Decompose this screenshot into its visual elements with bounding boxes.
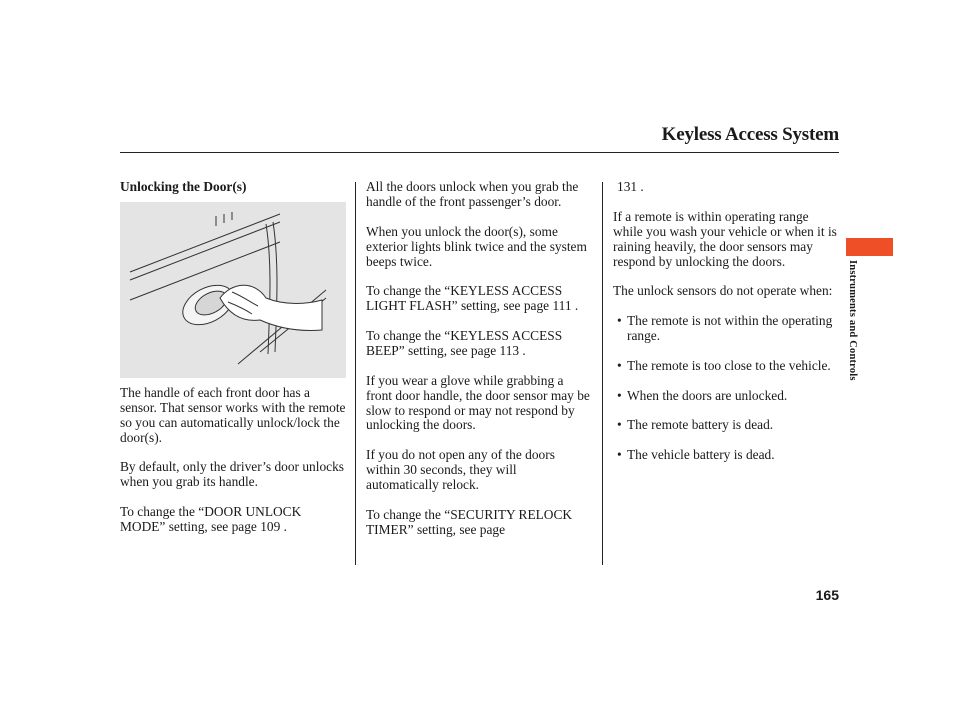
door-handle-illustration [120, 202, 346, 378]
list-item: • When the doors are unlocked. [613, 389, 839, 404]
bullet-list [613, 314, 839, 463]
paragraph: The handle of each front door has a sensor. That sensor works with the remote so you can automatically unlock/lock the door(s). [120, 384, 346, 445]
list-item: • The remote is not within the operating range. [613, 314, 839, 344]
page-reference: 131 . [617, 179, 644, 194]
list-item: • The vehicle battery is dead. [613, 448, 839, 463]
paragraph: By default, only the driver’s door unlocks when you grab its handle. [120, 459, 345, 490]
paragraph: When you unlock the door(s), some exterior lights blink twice and the system beeps twice. [366, 223, 587, 269]
paragraph: To change the “SECURITY RELOCK TIMER” setting, see page [366, 506, 573, 537]
page-title: Keyless Access System [661, 124, 839, 145]
paragraph: To change the “KEYLESS ACCESS LIGHT FLASH” setting, see page 111 . [366, 283, 579, 314]
paragraph: If you do not open any of the doors within 30 seconds, they will automatically relock. [366, 447, 555, 493]
list-item: • The remote is too close to the vehicle. [613, 359, 839, 374]
paragraph: The unlock sensors do not operate when: [613, 283, 833, 299]
page-number: 165 [815, 587, 839, 603]
list-item: • The remote battery is dead. [613, 418, 839, 433]
paragraph: To change the “KEYLESS ACCESS BEEP” setting, see page 113 . [366, 328, 563, 358]
column-3 [613, 180, 839, 478]
section-side-label: Instruments and Controls [847, 260, 858, 381]
column-divider [602, 182, 603, 565]
paragraph: If you wear a glove while grabbing a front door handle, the door sensor may be slow to respond or may not respond by unlocking the doors. [366, 372, 590, 433]
paragraph: To change the “DOOR UNLOCK MODE” setting, see page 109 . [120, 504, 302, 535]
header-rule [120, 152, 839, 153]
section-tab [846, 238, 893, 256]
paragraph: If a remote is within operating range while you wash your vehicle or when it is raining heavily, the door sensors may respond by unlocking the doors. [613, 208, 837, 269]
column-2 [366, 180, 592, 553]
section-subheading: Unlocking the Door(s) [120, 179, 247, 194]
paragraph: All the doors unlock when you grab the handle of the front passenger’s door. [366, 179, 579, 209]
column-divider [355, 182, 356, 565]
column-1 [120, 180, 346, 550]
